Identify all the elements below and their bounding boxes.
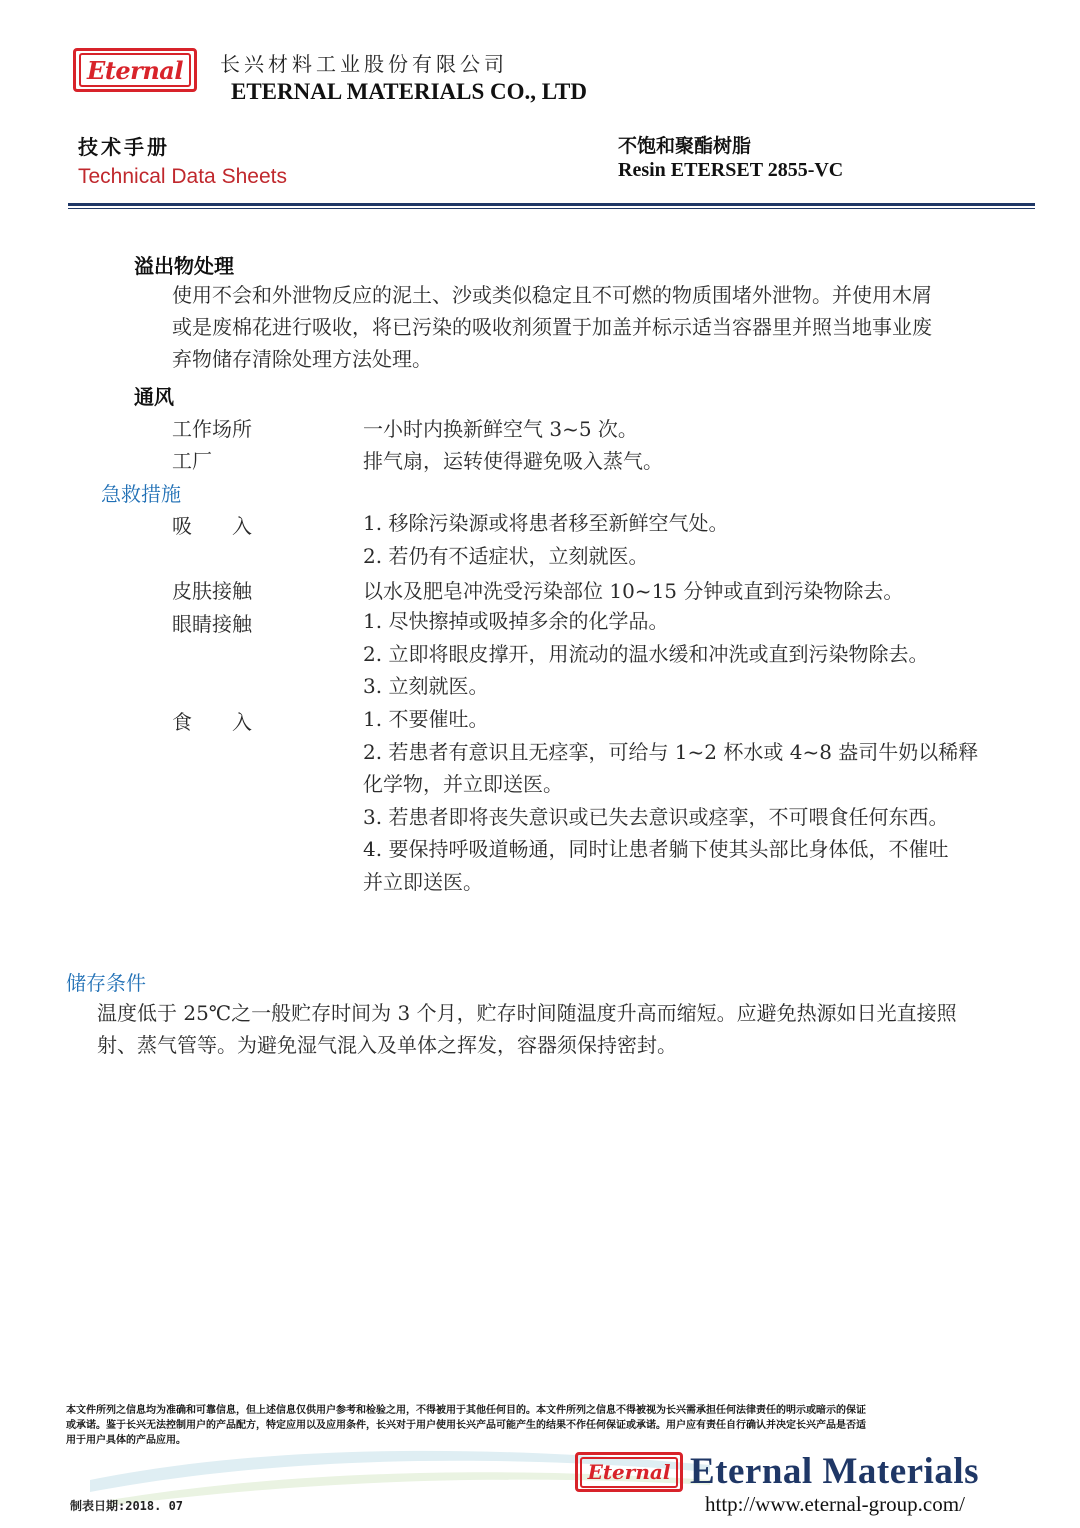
spill-paragraph — [172, 279, 932, 375]
issue-date: 制表日期:2018. 07 — [70, 1499, 184, 1513]
footer-url[interactable]: http://www.eternal-group.com/ — [705, 1492, 965, 1516]
ventilation-label-workplace: 工作场所 — [172, 417, 252, 441]
storage-paragraph — [97, 997, 957, 1061]
ventilation-value-factory: 排气扇，运转使得避免吸入蒸气。 — [363, 449, 663, 473]
first-aid-label-eye: 眼睛接触 — [172, 612, 252, 636]
storage-line: 温度低于 25℃之一般贮存时间为 3 个月，贮存时间随温度升高而缩短。应避免热源如日光直接照 — [97, 1001, 957, 1025]
header-divider-thin — [68, 208, 1035, 209]
spill-line: 或是废棉花进行吸收，将已污染的吸收剂须置于加盖并标示适当容器里并照当地事业废 — [172, 315, 932, 339]
list-item: 2. 立即将眼皮撑开，用流动的温水缓和冲洗或直到污染物除去。 — [363, 641, 929, 666]
list-item: 1. 不要催吐。 — [363, 707, 489, 731]
first-aid-inhale-list — [363, 507, 728, 572]
first-aid-label-inhale: 吸 入 — [172, 514, 252, 538]
header-divider — [68, 203, 1035, 206]
first-aid-ingest-list — [363, 703, 978, 898]
company-name-en: ETERNAL MATERIALS CO., LTD — [231, 79, 587, 104]
disclaimer-line: 本文件所列之信息均为准确和可靠信息，但上述信息仅供用户参考和检验之用，不得被用于其他任何目的。本文件所列之信息不得被视为长兴需承担任何法律责任的明示或暗示的保证 — [66, 1405, 866, 1416]
footer-logo — [575, 1452, 683, 1492]
spill-heading: 溢出物处理 — [134, 254, 234, 278]
ventilation-label-factory: 工厂 — [172, 449, 212, 473]
footer-brand: Eternal Materials — [690, 1451, 979, 1492]
list-item: 2. 若患者有意识且无痉挛，可给与 1~2 杯水或 4~8 盎司牛奶以稀释 — [363, 739, 979, 764]
first-aid-heading: 急救措施 — [101, 482, 181, 506]
first-aid-skin-text: 以水及肥皂冲洗受污染部位 10~15 分钟或直到污染物除去。 — [363, 579, 904, 603]
product-category: 不饱和聚酯树脂 — [618, 135, 752, 157]
list-item: 3. 若患者即将丧失意识或已失去意识或痉挛，不可喂食任何东西。 — [363, 804, 949, 829]
ventilation-value-workplace: 一小时内换新鲜空气 3~5 次。 — [363, 417, 638, 441]
list-item: 1. 移除污染源或将患者移至新鲜空气处。 — [363, 511, 729, 535]
list-item: 化学物，并立即送医。 — [363, 772, 563, 796]
footer-logo-text: Eternal — [580, 1457, 678, 1488]
disclaimer-line: 用于用户具体的产品应用。 — [66, 1435, 186, 1446]
first-aid-label-skin: 皮肤接触 — [172, 579, 252, 603]
company-logo — [73, 48, 197, 92]
list-item: 2. 若仍有不适症状，立刻就医。 — [363, 543, 649, 568]
company-name-cn: 长兴材料工业股份有限公司 — [220, 52, 508, 76]
storage-line: 射、蒸气管等。为避免湿气混入及单体之挥发，容器须保持密封。 — [97, 1033, 677, 1057]
spill-line: 弃物储存清除处理方法处理。 — [172, 347, 432, 371]
first-aid-label-ingest: 食 入 — [172, 710, 252, 734]
first-aid-eye-list — [363, 605, 928, 703]
list-item: 1. 尽快擦掉或吸掉多余的化学品。 — [363, 609, 669, 633]
disclaimer-line: 或承诺。鉴于长兴无法控制用户的产品配方，特定应用以及应用条件，长兴对于用户使用长兴产品可能产生的结果不作任何保证或承诺。用户应有责任自行确认并决定长兴产品是否适 — [66, 1420, 866, 1431]
list-item: 并立即送医。 — [363, 869, 483, 894]
logo-text: Eternal — [79, 53, 191, 87]
list-item: 3. 立刻就医。 — [363, 674, 489, 698]
ventilation-heading: 通风 — [134, 385, 174, 409]
storage-heading: 储存条件 — [66, 971, 146, 995]
manual-title-cn: 技术手册 — [78, 135, 170, 159]
list-item: 4. 要保持呼吸道畅通，同时让患者躺下使其头部比身体低，不催吐 — [363, 837, 949, 861]
spill-line: 使用不会和外泄物反应的泥土、沙或类似稳定且不可燃的物质围堵外泄物。并使用木屑 — [172, 283, 932, 307]
product-name: Resin ETERSET 2855-VC — [618, 159, 844, 181]
manual-title-en: Technical Data Sheets — [78, 165, 287, 188]
